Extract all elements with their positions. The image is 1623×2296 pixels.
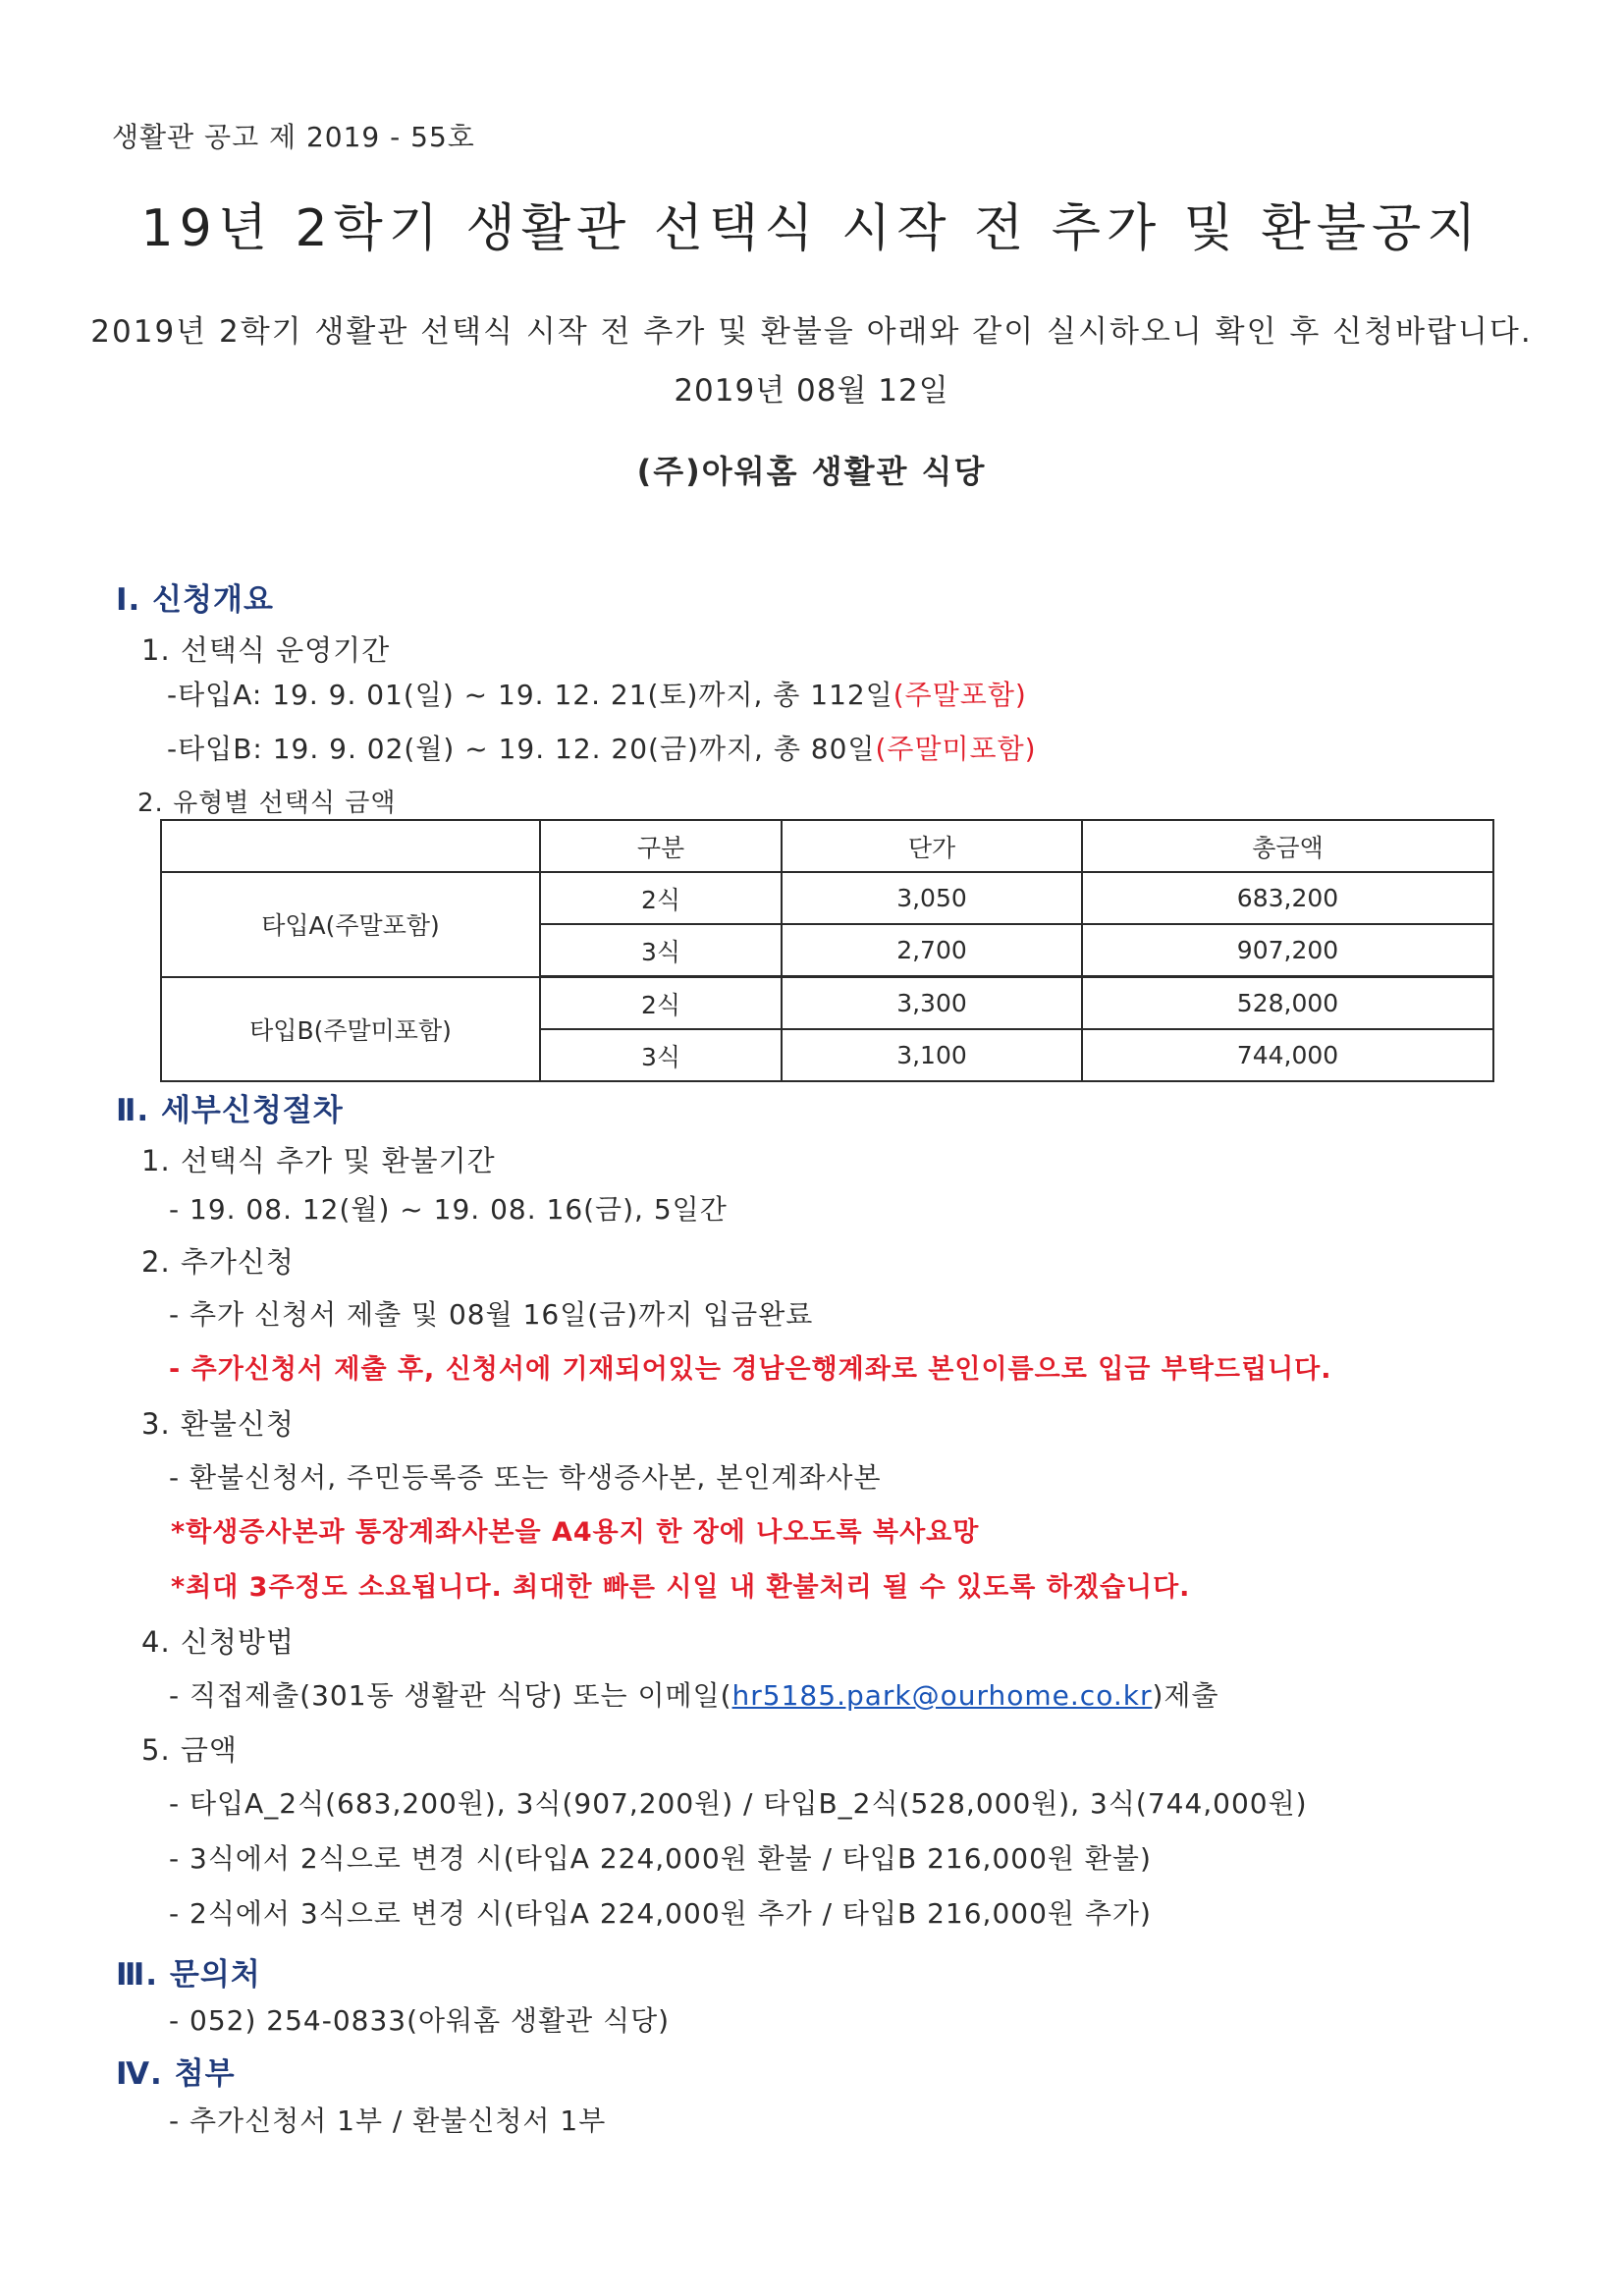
sec2-item-1-detail: - 19. 08. 12(월) ~ 19. 08. 16(금), 5일간 xyxy=(169,1193,728,1226)
table-cell: 744,000 xyxy=(1082,1029,1493,1081)
table-cell: 528,000 xyxy=(1082,977,1493,1030)
intro-text: 2019년 2학기 생활관 선택식 시작 전 추가 및 환불을 아래와 같이 실시하오니 확인 후 신청바랍니다. xyxy=(90,314,1533,350)
sec2-item-5-detail-2: - 3식에서 2식으로 변경 시(타입A 224,000원 환불 / 타입B 216,000원 환불) xyxy=(169,1842,1152,1875)
table-row xyxy=(161,872,1493,924)
sec2-item-3-detail: - 환불신청서, 주민등록증 또는 학생증사본, 본인계좌사본 xyxy=(169,1461,882,1494)
table-cell: 2식 xyxy=(540,872,782,924)
sec2-item-1: 1. 선택식 추가 및 환불기간 xyxy=(141,1144,496,1177)
table-cell: 3식 xyxy=(540,1029,782,1081)
sec2-item-3: 3. 환불신청 xyxy=(141,1407,295,1441)
sec2-item-2: 2. 추가신청 xyxy=(141,1245,295,1279)
table-cell: 683,200 xyxy=(1082,872,1493,924)
type-b-note: (주말미포함) xyxy=(875,733,1037,765)
type-label-cell: 타입A(주말포함) xyxy=(161,872,540,977)
table-row xyxy=(161,977,1493,1030)
sec1-type-b-period: -타입B: 19. 9. 02(월) ~ 19. 12. 20(금)까지, 총 80일(주말미포함) xyxy=(167,733,1037,765)
table-header-row xyxy=(161,820,1493,872)
price-table xyxy=(160,819,1494,1082)
attachments-info: - 추가신청서 1부 / 환불신청서 1부 xyxy=(169,2105,607,2137)
sec1-item-2: 2. 유형별 선택식 금액 xyxy=(137,789,397,818)
table-cell: 2,700 xyxy=(782,924,1082,977)
sec2-item-4-detail: - 직접제출(301동 생활관 식당) 또는 이메일(hr5185.park@ourhome.co.kr)제출 xyxy=(169,1679,1219,1712)
sec2-item-2-warning: - 추가신청서 제출 후, 신청서에 기재되어있는 경남은행계좌로 본인이름으로 입금 부탁드립니다. xyxy=(169,1354,1332,1385)
type-label-cell: 타입B(주말미포함) xyxy=(161,977,540,1082)
section-3-heading: Ⅲ. 문의처 xyxy=(116,1957,261,1993)
sec2-item-2-detail: - 추가 신청서 제출 및 08월 16일(금)까지 입금완료 xyxy=(169,1298,814,1331)
type-a-note: (주말포함) xyxy=(893,679,1027,711)
table-cell: 3,300 xyxy=(782,977,1082,1030)
issuer: (주)아워홈 생활관 식당 xyxy=(636,453,987,490)
table-cell: 3식 xyxy=(540,924,782,977)
table-cell: 2식 xyxy=(540,977,782,1030)
sec2-item-5: 5. 금액 xyxy=(141,1733,238,1767)
table-cell: 3,050 xyxy=(782,872,1082,924)
table-cell: 907,200 xyxy=(1082,924,1493,977)
sec2-item-3-note-1: *학생증사본과 통장계좌사본을 A4용지 한 장에 나오도록 복사요망 xyxy=(171,1517,980,1548)
table-header-cell: 단가 xyxy=(782,820,1082,872)
sec1-item-1: 1. 선택식 운영기간 xyxy=(141,633,391,667)
sec2-item-5-detail-3: - 2식에서 3식으로 변경 시(타입A 224,000원 추가 / 타입B 216,000원 추가) xyxy=(169,1897,1152,1930)
email-link[interactable]: hr5185.park@ourhome.co.kr xyxy=(731,1679,1153,1712)
notice-date: 2019년 08월 12일 xyxy=(674,373,949,409)
page-title: 19년 2학기 생활관 선택식 시작 전 추가 및 환불공지 xyxy=(140,199,1483,258)
table-header-cell: 구분 xyxy=(540,820,782,872)
contact-info: - 052) 254-0833(아워홈 생활관 식당) xyxy=(169,2004,671,2037)
notice-number: 생활관 공고 제 2019 - 55호 xyxy=(112,121,475,153)
section-2-heading: Ⅱ. 세부신청절차 xyxy=(116,1093,344,1128)
sec2-item-3-note-2: *최대 3주정도 소요됩니다. 최대한 빠른 시일 내 환불처리 될 수 있도록 하겠습니다. xyxy=(171,1572,1191,1603)
table-header-cell xyxy=(161,820,540,872)
section-4-heading: Ⅳ. 첨부 xyxy=(116,2056,236,2092)
table-header-cell: 총금액 xyxy=(1082,820,1493,872)
table-cell: 3,100 xyxy=(782,1029,1082,1081)
sec2-item-5-detail-1: - 타입A_2식(683,200원), 3식(907,200원) / 타입B_2식(528,000원), 3식(744,000원) xyxy=(169,1787,1308,1820)
sec1-type-a-period: -타입A: 19. 9. 01(일) ~ 19. 12. 21(토)까지, 총 112일(주말포함) xyxy=(167,679,1027,711)
section-1-heading: Ⅰ. 신청개요 xyxy=(116,582,274,618)
sec2-item-4: 4. 신청방법 xyxy=(141,1625,295,1659)
